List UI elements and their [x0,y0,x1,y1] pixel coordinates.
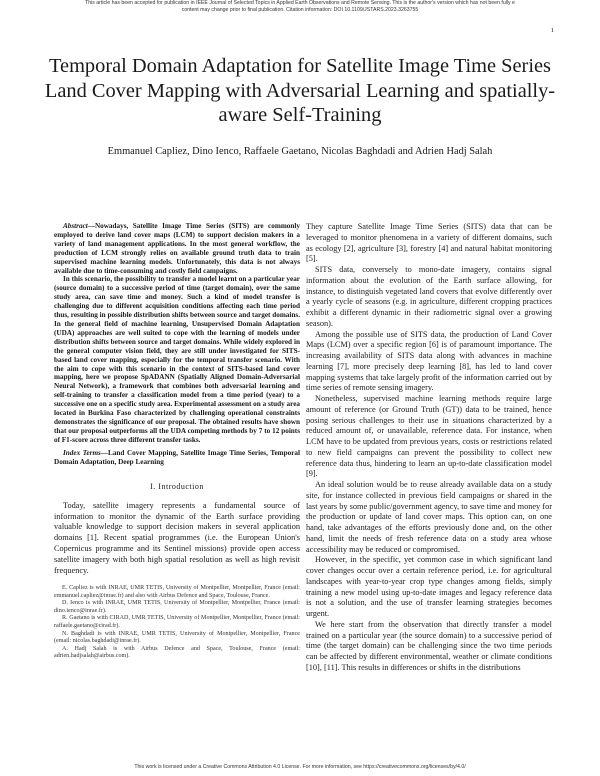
author-list: Emmanuel Capliez, Dino Ienco, Raffaele Gaetano, Nicolas Baghdadi and Adrien Hadj Salah [107,146,493,157]
intro-paragraph: Today, satellite imagery represents a fundamental source of information to monitor the dynamic of the Earth surface providing valuable knowledge to support decision makers in several application domains [1]. Recent spatial programmes (i.e. the European Union's Copernicus programme and its Sentinel missions) provide open access satellite imagery with both high spatial resolution as well as high revisit frequency. [54,500,300,576]
body-paragraph: However, in the specific, yet common case in which significant land cover changes occur over a certain reference period, i.e. for agricultural landscapes with year-to-year crop type changes among fields, simply training a new model using up-to-date images and legacy reference data is not a solution, and the use of transfer learning strategies becomes urgent. [306,555,552,618]
publication-notice-line-2: content may change prior to final publication. Citation information: DOI 10.1109/JSTARS.2023.3263755 [181,6,419,13]
footnote: R. Gaetano is with CIRAD, UMR TETIS, University of Montpellier, Montpellier, France (email: raffaele.gaetano@cirad.fr). [54,615,300,629]
abstract [54,222,300,445]
index-terms-text: —Land Cover Mapping, Satellite Image Time Series, Temporal Domain Adaptation, Deep Learning [54,448,300,466]
body-paragraph: Among the possible use of SITS data, the production of Land Cover Maps (LCM) over a specific region [6] is of paramount importance. The increasing availability of SITS data along with advances in machine learning [7], more precisely deep learning [8], has led to land cover mapping systems that take largely profit of the information carried out by time series of remote sensing imagery. [306,329,552,393]
body-paragraph: An ideal solution would be to reuse already available data on a study site, for instance collected in previous field campaigns or shared in the last years by some public/government agency, to save time and money for the production or update of land cover maps. This option can, on one hand, take advantages of the efforts previously done and, on the other hand, limit the needs of fresh reference data on a study area whose accessibility may be reduced or compromised. [306,480,552,554]
section-heading-introduction: I. Introduction [150,482,204,492]
footnote: N. Baghdadi is with INRAE, UMR TETIS, University of Montpellier, Montpellier, France (email: nicolas.baghdadi@inrae.fr). [54,630,300,645]
abstract-text-1: —Nowadays, Satellite Image Time Series (SITS) are commonly employed to derive land cover maps (LCM) to support decision makers in a variety of land management applications. In the most general workflow, the production of LCM strongly relies on available ground truth data to train supervised machine learning models. Unfortunately, this data is not always available due to time-consuming and costly field campaigns. [54,222,300,275]
page-number: 1 [550,27,554,34]
left-column [54,222,300,661]
body-paragraph: Nonetheless, supervised machine learning methods require large amount of reference (or Ground Truth (GT)) data to be trained, hence posing serious challenges to their use in situations characterized by a reduced amount of, or unavailable, reference data. For instance, when LCM have to be updated from previous years, costs or restrictions related to new field campaigns can prevent the possibility to collect new reference data thus, hindering to learn an up-to-date classification model [9]. [306,394,552,479]
publication-notice-line-1: This article has been accepted for publication in IEEE Journal of Selected Topics in Applied Earth Observations and Remote Sensing. This is the author's version which has not been fully e [85,0,515,6]
index-terms [54,449,300,467]
abstract-lead: Abstract [63,222,88,230]
abstract-paragraph-1 [54,222,300,275]
paper-title: Temporal Domain Adaptation for Satellite Image Time Series Land Cover Mapping with Adversarial Learning and spatially-aware Self-Training [44,55,556,126]
body-paragraph: SITS data, conversely to mono-date imagery, contains signal information about the evolution of the Earth surface allowing, for instance, to distinguish vegetated land covers that evolve differently over a yearly cycle of seasons (e.g. in agriculture, different cropping practices exhibit a different dynamic in their radiometric signal over a growing season). [306,265,552,328]
footnote: D. Ienco is with INRAE, UMR TETIS, University of Montpellier, Montpellier, France (email: dino.ienco@inrae.fr). [54,600,300,614]
publication-notice [0,0,600,13]
right-column [306,222,552,674]
abstract-paragraph-2: In this scenario, the possibility to transfer a model learnt on a particular year (source domain) to a successive period of time (target domain), over the same study area, can save time and money. Such a kind of model transfer is challenging due to different acquisition conditions affecting each time period thus, resulting in possible distribution shifts between source and target domains. In the general field of machine learning, Unsupervised Domain Adaptation (UDA) approaches are well suited to cope with the learning of models under distribution shifts between source and target domains. While widely explored in the general computer vision field, they are still under investigated for SITS-based land cover mapping, especially for the temporal transfer scenario. With the aim to cope with this scenario in the context of SITS-based land cover mapping, here we propose SpADANN (Spatially Aligned Domain-Adversarial Neural Network), a framework that combines both adversarial learning and self-training to transfer a classification model from a time period (year) to a successive one on a specific study area. Experimental assessment on a study area located in Burkina Faso characterized by challenging operational constraints demonstrates the significance of our proposal. The obtained results have shown that our proposal outperforms all the UDA competing methods by 7 to 12 points of F1-score across three different transfer tasks. [54,275,300,444]
index-terms-lead: Index Terms [63,448,101,457]
body-paragraph: We here start from the observation that directly transfer a model trained on a particular year (the source domain) to a successive period of time (the target domain) can be challenging since the two time periods can be affected by different environmental, weather or climate conditions [10], [11]. This results in differences or shifts in the distributions [306,619,552,672]
footnote: A. Hadj Salah is with Airbus Defence and Space, Toulouse, France (email: adrien.hadjsalah@airbus.com). [54,645,300,660]
footnote: E. Capliez is with INRAE, UMR TETIS, University of Montpellier, Montpellier, France (email: emmanuel.capliez@inrae.fr) and also with Airbus Defence and Space, Toulouse, France. [54,584,300,599]
body-paragraph: They capture Satellite Image Time Series (SITS) data that can be leveraged to monitor phenomena in a variety of different domains, such as ecology [2], agriculture [3], forestry [4] and natural habitat monitoring [5]. [306,222,552,264]
author-footnotes [54,585,300,661]
license-footer: This work is licensed under a Creative Commons Attribution 4.0 License. For more information, see https://creativecommons.org/licenses/by/4.0/ [134,764,466,770]
